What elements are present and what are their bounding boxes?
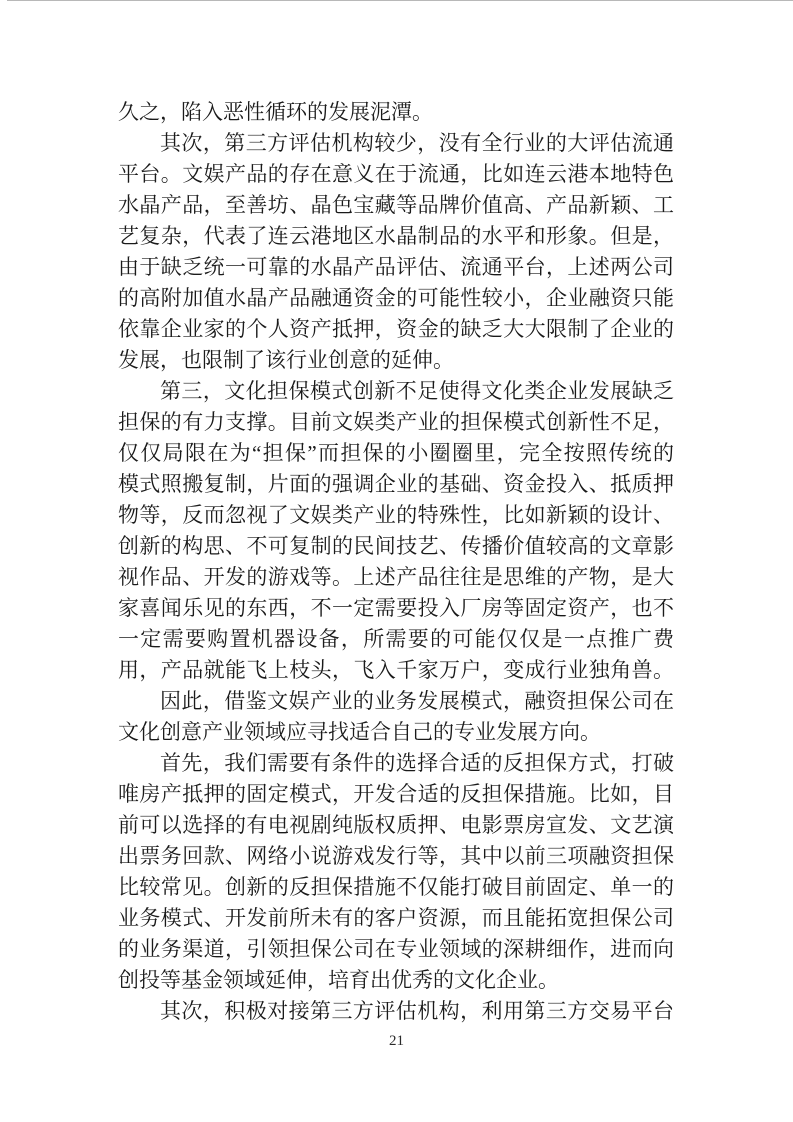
text-line: 首先，我们需要有条件的选择合适的反担保方式，打破 bbox=[160, 751, 674, 775]
text-line: 家喜闻乐见的东西，不一定需要投入厂房等固定资产，也不 bbox=[118, 596, 674, 620]
text-line: 物等，反而忽视了文娱类产业的特殊性，比如新颖的设计、 bbox=[118, 503, 674, 527]
document-body bbox=[118, 97, 674, 1027]
text-line: 平台。文娱产品的存在意义在于流通，比如连云港本地特色 bbox=[118, 162, 674, 186]
text-line: 其次，第三方评估机构较少，没有全行业的大评估流通 bbox=[160, 131, 674, 155]
text-line: 担保的有力支撑。目前文娱类产业的担保模式创新性不足， bbox=[118, 410, 674, 434]
text-line: 唯房产抵押的固定模式，开发合适的反担保措施。比如，目 bbox=[118, 782, 674, 806]
text-line: 因此，借鉴文娱产业的业务发展模式，融资担保公司在 bbox=[160, 689, 674, 713]
text-line: 创新的构思、不可复制的民间技艺、传播价值较高的文章影 bbox=[118, 534, 674, 558]
text-line: 业务模式、开发前所未有的客户资源，而且能拓宽担保公司 bbox=[118, 906, 674, 930]
text-line: 出票务回款、网络小说游戏发行等，其中以前三项融资担保 bbox=[118, 844, 674, 868]
text-line: 创投等基金领域延伸，培育出优秀的文化企业。 bbox=[118, 968, 559, 992]
text-line: 模式照搬复制，片面的强调企业的基础、资金投入、抵质押 bbox=[118, 472, 674, 496]
text-line: 仅仅局限在为“担保”而担保的小圈圈里，完全按照传统的 bbox=[118, 441, 674, 465]
text-line: 的高附加值水晶产品融通资金的可能性较小，企业融资只能 bbox=[118, 286, 674, 310]
text-line: 发展，也限制了该行业创意的延伸。 bbox=[118, 348, 454, 372]
text-line: 久之，陷入恶性循环的发展泥潭。 bbox=[118, 100, 433, 124]
text-line: 艺复杂，代表了连云港地区水晶制品的水平和形象。但是， bbox=[118, 224, 674, 248]
text-line: 前可以选择的有电视剧纯版权质押、电影票房宣发、文艺演 bbox=[118, 813, 674, 837]
text-line: 一定需要购置机器设备，所需要的可能仅仅是一点推广费 bbox=[118, 627, 674, 651]
text-line: 文化创意产业领域应寻找适合自己的专业发展方向。 bbox=[118, 720, 601, 744]
text-line: 其次，积极对接第三方评估机构，利用第三方交易平台 bbox=[160, 999, 674, 1023]
text-line: 依靠企业家的个人资产抵押，资金的缺乏大大限制了企业的 bbox=[118, 317, 674, 341]
text-line: 的业务渠道，引领担保公司在专业领域的深耕细作，进而向 bbox=[118, 937, 674, 961]
text-line: 比较常见。创新的反担保措施不仅能打破目前固定、单一的 bbox=[118, 875, 674, 899]
text-line: 视作品、开发的游戏等。上述产品往往是思维的产物，是大 bbox=[118, 565, 674, 589]
page-number: 21 bbox=[389, 1033, 404, 1049]
text-line: 用，产品就能飞上枝头，飞入千家万户，变成行业独角兽。 bbox=[118, 658, 674, 682]
text-line: 第三，文化担保模式创新不足使得文化类企业发展缺乏 bbox=[160, 379, 674, 403]
text-line: 水晶产品，至善坊、晶色宝藏等品牌价值高、产品新颖、工 bbox=[118, 193, 674, 217]
page-top-edge bbox=[7, 0, 793, 1]
text-line: 由于缺乏统一可靠的水晶产品评估、流通平台，上述两公司 bbox=[118, 255, 674, 279]
